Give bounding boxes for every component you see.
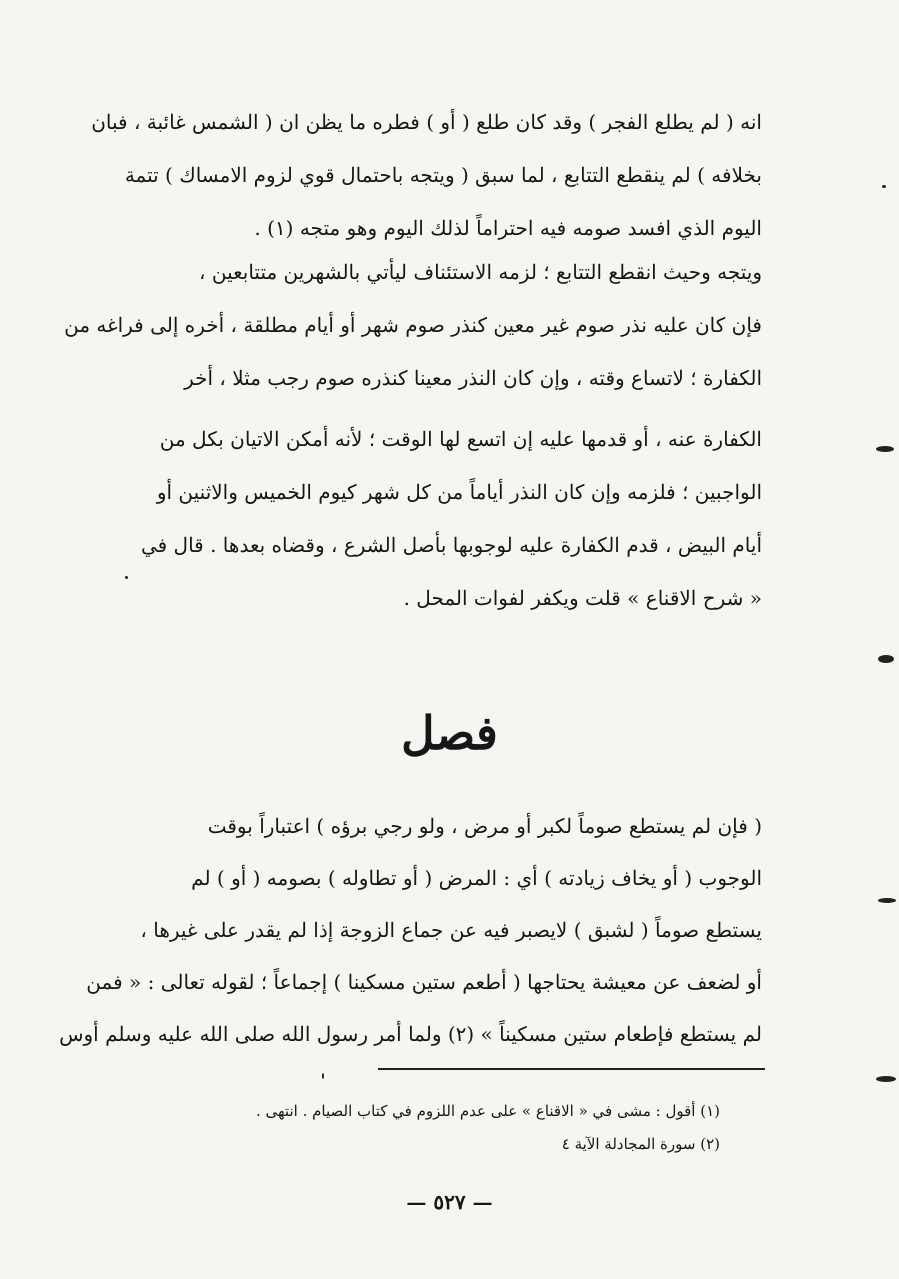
scan-artifact (876, 1076, 896, 1082)
paragraph-2 (64, 246, 762, 625)
scan-artifact (876, 446, 894, 452)
footnote-2: (٢) سورة المجادلة الآية ٤ (561, 1135, 720, 1153)
text-line: لم يستطع فإطعام ستين مسكيناً » (٢) ولما أمر رسول الله صلى الله عليه وسلم أوس (59, 1022, 762, 1046)
text-line: أيام البيض ، قدم الكفارة عليه لوجوبها بأصل الشرع ، وقضاه بعدها . قال في (140, 533, 762, 557)
footnote-1: (١) أقول : مشى في « الاقناع » على عدم اللزوم في كتاب الصيام . انتهى . (255, 1102, 720, 1120)
text-line: يستطع صوماً ( لشبق ) لايصبر فيه عن جماع الزوجة إذا لم يقدر على غيرها ، (140, 918, 762, 942)
scan-artifact (878, 655, 894, 663)
scan-artifact (878, 898, 896, 903)
text-line: اليوم الذي افسد صومه فيه احتراماً لذلك اليوم وهو متجه (١) . (254, 216, 762, 240)
text-line: الكفارة عنه ، أو قدمها عليه إن اتسع لها الوقت ؛ لأنه أمكن الاتيان بكل من (159, 427, 762, 451)
text-line: بخلافه ) لم ينقطع التتابع ، لما سبق ( ويتجه باحتمال قوي لزوم الامساك ) تتمة (124, 163, 762, 187)
footnote-divider (378, 1068, 765, 1070)
text-line: الكفارة ؛ لاتساع وقته ، وإن كان النذر معينا كنذره صوم رجب مثلا ، أخر (184, 366, 762, 390)
text-line: « شرح الاقناع » قلت ويكفر لفوات المحل . (403, 586, 762, 610)
footnotes (200, 1095, 720, 1161)
text-line: ويتجه وحيث انقطع التتابع ؛ لزمه الاستئناف ليأتي بالشهرين متتابعين ، (199, 260, 762, 284)
text-line: انه ( لم يطلع الفجر ) وقد كان طلع ( أو ) فطره ما يظن ان ( الشمس غائبة ، فبان (91, 110, 762, 134)
text-line: الواجبين ؛ فلزمه وإن كان النذر أياماً من كل شهر كيوم الخميس والاثنين أو (156, 480, 762, 504)
paragraph-3 (59, 800, 762, 1060)
text-line: فإن كان عليه نذر صوم غير معين كنذر صوم شهر أو أيام مطلقة ، أخره إلى فراغه من (64, 313, 762, 337)
paragraph-1 (91, 96, 762, 255)
section-heading: فصل (401, 706, 498, 760)
page-number: — ٥٢٧ — (406, 1190, 493, 1214)
scan-artifact (882, 185, 886, 188)
text-line: أو لضعف عن معيشة يحتاجها ( أطعم ستين مسكينا ) إجماعاً ؛ لقوله تعالى : « فمن (86, 970, 762, 994)
scan-artifact (322, 1073, 324, 1079)
text-line: الوجوب ( أو يخاف زيادته ) أي : المرض ( أو تطاوله ) بصومه ( أو ) لم (191, 866, 762, 890)
scan-artifact (125, 576, 128, 579)
text-line: ( فإن لم يستطع صوماً لكبر أو مرض ، ولو رجي برؤه ) اعتباراً بوقت (207, 814, 762, 838)
